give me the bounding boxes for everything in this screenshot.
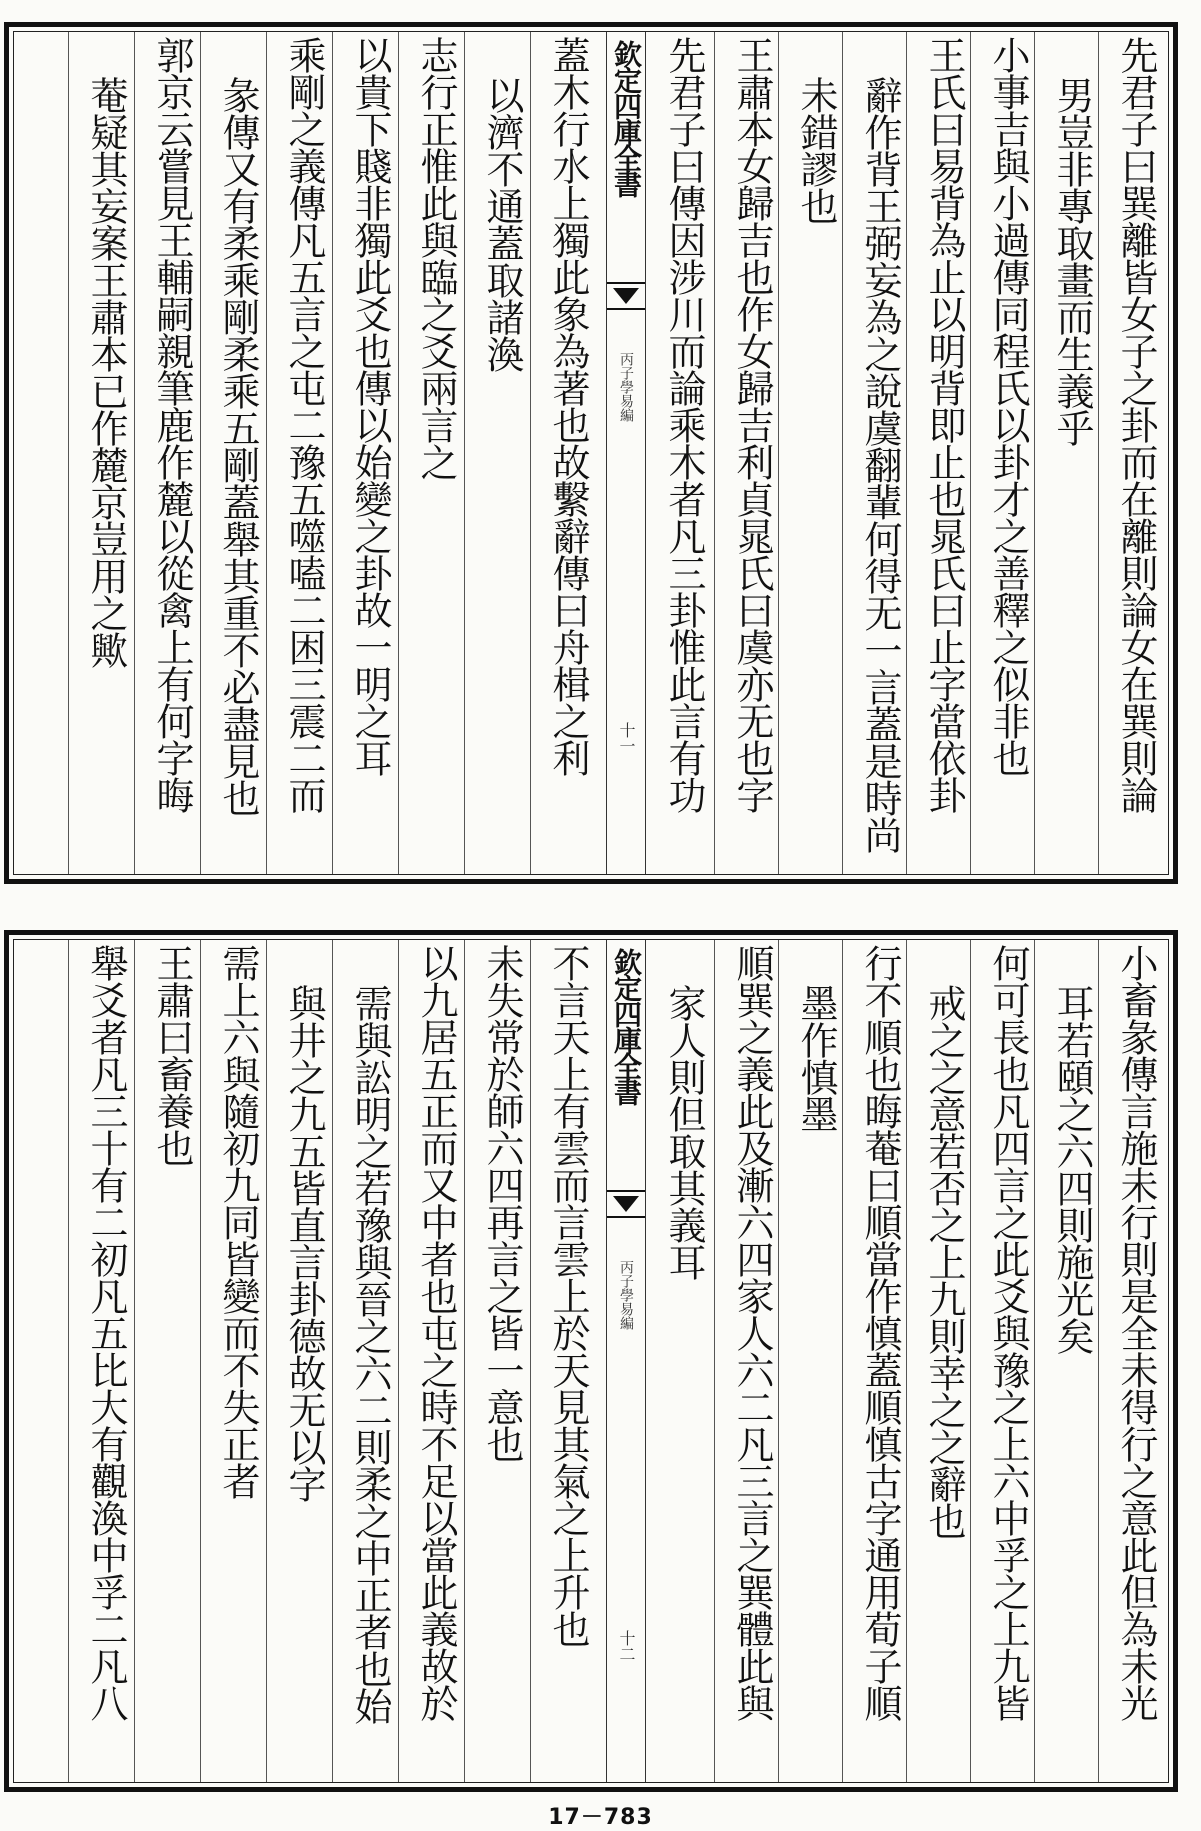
fish-tail-mark xyxy=(607,1190,645,1218)
column-rule xyxy=(68,32,69,874)
text-column: 行不順也晦菴曰順當作慎蓋順慎古字通用荀子順 xyxy=(858,944,902,1721)
fish-tail-mark xyxy=(607,282,645,310)
page-number-footer: 17－783 xyxy=(548,1805,653,1830)
text-column: 戒之之意若否之上九則幸之之辭也 xyxy=(922,984,966,1539)
text-column: 以九居五正而又中者也屯之時不足以當此義故於 xyxy=(414,944,458,1721)
column-rule xyxy=(68,940,69,1782)
text-column: 與井之九五皆直言卦德故无以字 xyxy=(282,984,326,1502)
book-title: 欽定四庫全書 xyxy=(610,948,643,1104)
text-column: 需與訟明之若豫與晉之六二則柔之中正者也始 xyxy=(348,984,392,1724)
text-column: 彖傳又有柔乘剛柔乘五剛蓋舉其重不必盡見也 xyxy=(216,76,260,816)
text-column: 不言天上有雲而言雲上於天見其氣之上升也 xyxy=(546,944,590,1647)
text-column: 小事吉與小過傳同程氏以卦才之善釋之似非也 xyxy=(986,36,1030,776)
text-column: 王肅曰畜養也 xyxy=(150,944,194,1166)
folio-number: 十一 xyxy=(617,722,636,754)
center-fold-column xyxy=(606,32,646,874)
book-title: 欽定四庫全書 xyxy=(610,40,643,196)
top-page xyxy=(0,22,1201,902)
text-column: 蓋木行水上獨此象為著也故繫辭傳曰舟楫之利 xyxy=(546,36,590,776)
text-column: 需上六與隨初九同皆變而不失正者 xyxy=(216,944,260,1499)
text-column: 未錯謬也 xyxy=(794,76,838,224)
text-column: 乘剛之義傳凡五言之屯二豫五噬嗑二困三震二而 xyxy=(282,36,326,813)
text-column: 王肅本女歸吉也作女歸吉利貞晁氏曰虞亦无也字 xyxy=(730,36,774,813)
folio-number: 十二 xyxy=(617,1630,636,1662)
text-column: 先君子曰傳因涉川而論乘木者凡三卦惟此言有功 xyxy=(662,36,706,813)
text-column: 菴疑其妄案王肅本已作麓京豈用之歟 xyxy=(84,76,128,668)
text-column: 王氏曰易背為止以明背即止也晁氏曰止字當依卦 xyxy=(922,36,966,813)
text-column: 墨作慎墨 xyxy=(794,984,838,1132)
text-column: 家人則但取其義耳 xyxy=(662,984,706,1280)
text-column: 先君子曰巽離皆女子之卦而在離則論女在巽則論 xyxy=(1114,36,1158,813)
text-column: 以貴下賤非獨此爻也傳以始變之卦故一明之耳 xyxy=(348,36,392,776)
text-column: 辭作背王弼妄為之說虞翻輩何得无一言蓋是時尚 xyxy=(858,76,902,853)
book-subtitle: 丙子學易編 xyxy=(618,352,634,422)
text-column: 耳若頤之六四則施光矣 xyxy=(1050,984,1094,1354)
text-column: 以濟不通蓋取諸渙 xyxy=(480,76,524,372)
text-column: 未失常於師六四再言之皆一意也 xyxy=(480,944,524,1462)
text-column: 何可長也凡四言之此爻與豫之上六中孚之上九皆 xyxy=(986,944,1030,1721)
text-column: 郭京云嘗見王輔嗣親筆鹿作麓以從禽上有何字晦 xyxy=(150,36,194,813)
text-column: 順巽之義此及漸六四家人六二凡三言之巽體此與 xyxy=(730,944,774,1721)
book-subtitle: 丙子學易編 xyxy=(618,1260,634,1330)
bottom-page xyxy=(0,930,1201,1810)
text-column: 小畜彖傳言施未行則是全未得行之意此但為未光 xyxy=(1114,944,1158,1721)
text-column: 舉爻者凡三十有二初凡五比大有觀渙中孚二凡八 xyxy=(84,944,128,1721)
center-fold-column xyxy=(606,940,646,1782)
text-column: 男豈非專取畫而生義乎 xyxy=(1050,76,1094,446)
text-column: 志行正惟此與臨之爻兩言之 xyxy=(414,36,458,480)
